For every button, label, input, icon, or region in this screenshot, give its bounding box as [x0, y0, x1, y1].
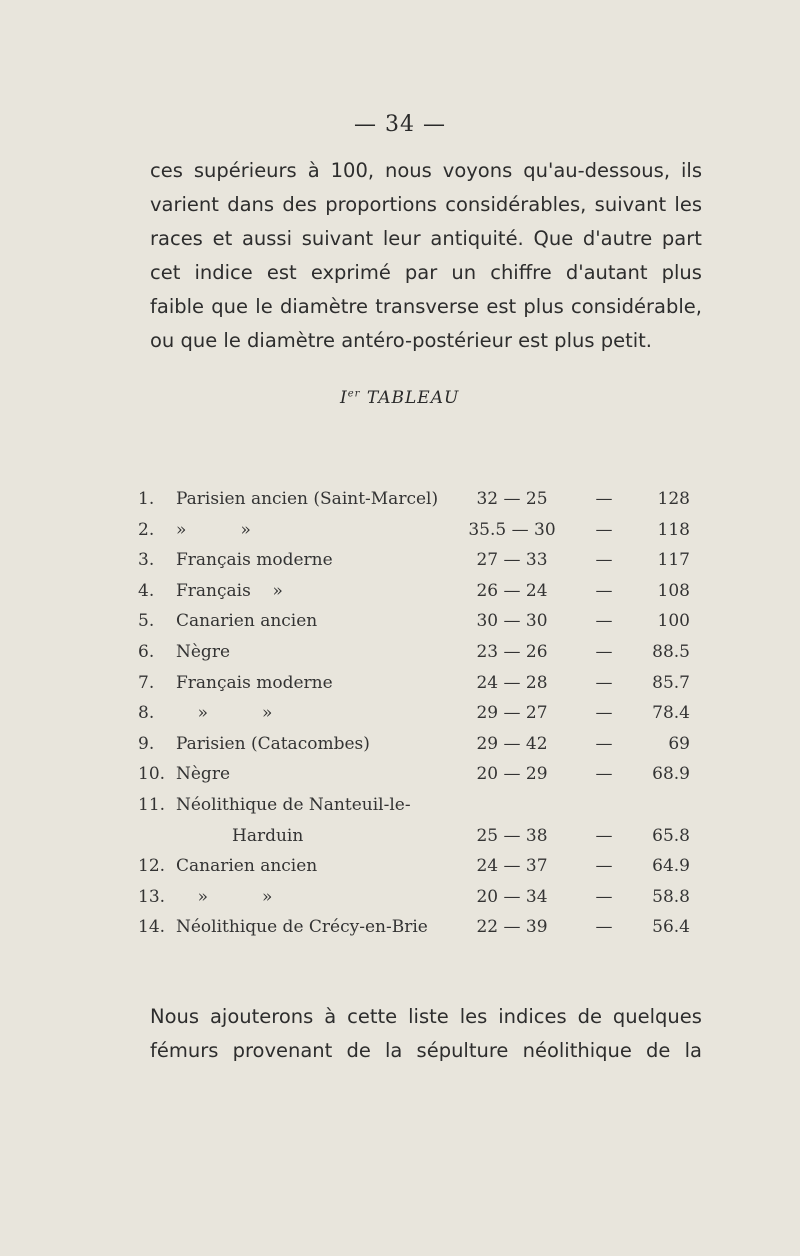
row-label: » »	[176, 520, 251, 540]
table-row	[0, 606, 800, 636]
row-number: 2.	[138, 520, 155, 540]
row-index: 85.7	[652, 673, 690, 693]
row-range: 25 — 38	[476, 826, 548, 846]
row-label: Parisien (Catacombes)	[176, 734, 370, 754]
row-range: 20 — 34	[476, 887, 548, 907]
row-range: 20 — 29	[476, 764, 548, 784]
table-row	[0, 912, 800, 942]
row-label: Nègre	[176, 642, 231, 662]
row-index: 68.9	[652, 764, 690, 784]
row-label: Français moderne	[176, 673, 333, 693]
row-range: 26 — 24	[476, 581, 548, 601]
row-label: Néolithique de Nanteuil-le-	[176, 795, 411, 815]
table-row	[0, 729, 800, 759]
row-range: 29 — 42	[476, 734, 548, 754]
row-dash: —	[595, 520, 613, 540]
row-dash: —	[595, 673, 613, 693]
row-index: 100	[657, 611, 690, 631]
row-number: 6.	[138, 642, 155, 662]
table-title-sup: er	[347, 388, 361, 400]
table-row	[0, 882, 800, 912]
table-title	[340, 388, 459, 408]
row-label: Néolithique de Crécy-en-Brie	[176, 917, 428, 937]
table-row	[0, 515, 800, 545]
closing-paragraph	[150, 1000, 702, 1068]
row-dash: —	[595, 550, 613, 570]
row-label: Parisien ancien (Saint-Marcel)	[176, 489, 439, 509]
table-row	[0, 698, 800, 728]
row-index: 108	[657, 581, 690, 601]
row-number: 12.	[138, 856, 166, 876]
row-number: 8.	[138, 703, 155, 723]
row-range: 24 — 28	[476, 673, 548, 693]
row-number: 10.	[138, 764, 166, 784]
row-range: 30 — 30	[476, 611, 548, 631]
row-index: 56.4	[652, 917, 690, 937]
row-dash: —	[595, 856, 613, 876]
row-dash: —	[595, 734, 613, 754]
row-dash: —	[595, 917, 613, 937]
paragraph-line: races et aussi suivant leur antiquité. Que d'autre part	[150, 227, 702, 250]
row-range: 32 — 25	[476, 489, 548, 509]
row-range: 22 — 39	[476, 917, 548, 937]
row-label: Harduin	[232, 826, 304, 846]
row-number: 9.	[138, 734, 155, 754]
paragraph-line: faible que le diamètre transverse est plus considérable,	[150, 295, 702, 318]
table-row	[0, 851, 800, 881]
row-dash: —	[595, 581, 613, 601]
table-row	[0, 545, 800, 575]
row-index: 128	[657, 489, 690, 509]
table-row	[0, 637, 800, 667]
row-label: Canarien ancien	[176, 856, 318, 876]
row-index: 118	[657, 520, 690, 540]
row-label: Français moderne	[176, 550, 333, 570]
page-number: — 34 —	[354, 112, 446, 137]
row-label: » »	[176, 703, 273, 723]
row-number: 7.	[138, 673, 155, 693]
table-row	[0, 484, 800, 514]
table-row	[0, 576, 800, 606]
row-index: 78.4	[652, 703, 690, 723]
row-range: 29 — 27	[476, 703, 548, 723]
table-row	[0, 821, 800, 851]
row-index: 117	[657, 550, 690, 570]
row-number: 11.	[138, 795, 166, 815]
row-number: 13.	[138, 887, 166, 907]
row-label: Canarien ancien	[176, 611, 318, 631]
row-index: 64.9	[652, 856, 690, 876]
row-index: 58.8	[652, 887, 690, 907]
row-number: 3.	[138, 550, 155, 570]
row-dash: —	[595, 611, 613, 631]
paragraph-line: fémurs provenant de la sépulture néolithique de la	[150, 1039, 702, 1062]
paragraph-line: cet indice est exprimé par un chiffre d'autant plus	[150, 261, 702, 284]
row-label: Nègre	[176, 764, 231, 784]
table-row	[0, 668, 800, 698]
table-title-ordinal: I	[340, 388, 348, 408]
row-label: Français »	[176, 581, 283, 601]
paragraph-line: ces supérieurs à 100, nous voyons qu'au-dessous, ils	[150, 159, 702, 182]
paragraph-line: ou que le diamètre antéro-postérieur est plus petit.	[150, 329, 652, 352]
row-number: 14.	[138, 917, 166, 937]
table-row	[0, 790, 800, 820]
row-range: 35.5 — 30	[468, 520, 556, 540]
row-dash: —	[595, 489, 613, 509]
row-index: 69	[668, 734, 690, 754]
table-title-text: TABLEAU	[366, 388, 460, 408]
table-row	[0, 759, 800, 789]
intro-paragraph	[150, 154, 702, 358]
row-range: 24 — 37	[476, 856, 548, 876]
row-index: 88.5	[652, 642, 690, 662]
row-range: 27 — 33	[476, 550, 548, 570]
paragraph-line: varient dans des proportions considérables, suivant les	[150, 193, 702, 216]
row-range: 23 — 26	[476, 642, 548, 662]
row-dash: —	[595, 764, 613, 784]
row-dash: —	[595, 887, 613, 907]
row-number: 1.	[138, 489, 155, 509]
row-label: » »	[176, 887, 273, 907]
row-dash: —	[595, 642, 613, 662]
row-dash: —	[595, 703, 613, 723]
row-index: 65.8	[652, 826, 690, 846]
row-dash: —	[595, 826, 613, 846]
row-number: 5.	[138, 611, 155, 631]
row-number: 4.	[138, 581, 155, 601]
paragraph-line: Nous ajouterons à cette liste les indices de quelques	[150, 1005, 702, 1028]
